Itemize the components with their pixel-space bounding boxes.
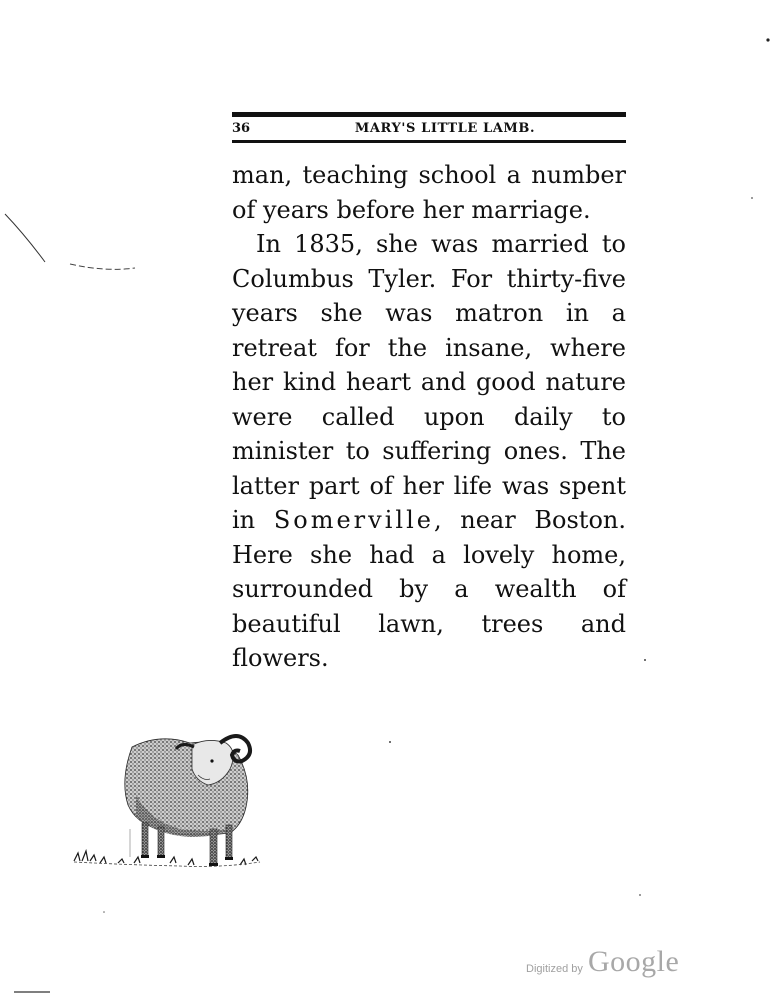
watermark-brand: Google [588,945,680,978]
place-name-somerville: Somerville [273,506,434,534]
header-rule-bottom [232,140,626,143]
header-rule-top [232,112,626,117]
paragraph-2-part-1: In 1835, she was married to Columbus Tyler. For thirty-five years she was matron in a retreat for the insane, where her kind heart and good nature were called upon daily to minister to suffering ones. The latter part of her life was spent in [232,230,626,534]
page-number: 36 [232,121,251,136]
sheep-illustration [70,725,265,875]
running-head: MARY'S LITTLE LAMB. [354,121,536,136]
paragraph-2-part-2: , near Boston. Here she had a lovely home, surrounded by a wealth of beautiful lawn, trees and flowers. [232,506,626,672]
paragraph-2 [232,227,626,676]
watermark-prefix: Digitized by [526,963,583,975]
body-text [232,158,626,676]
digitized-watermark [524,945,694,985]
paragraph-1: man, teaching school a number of years before her marriage. [232,161,626,224]
